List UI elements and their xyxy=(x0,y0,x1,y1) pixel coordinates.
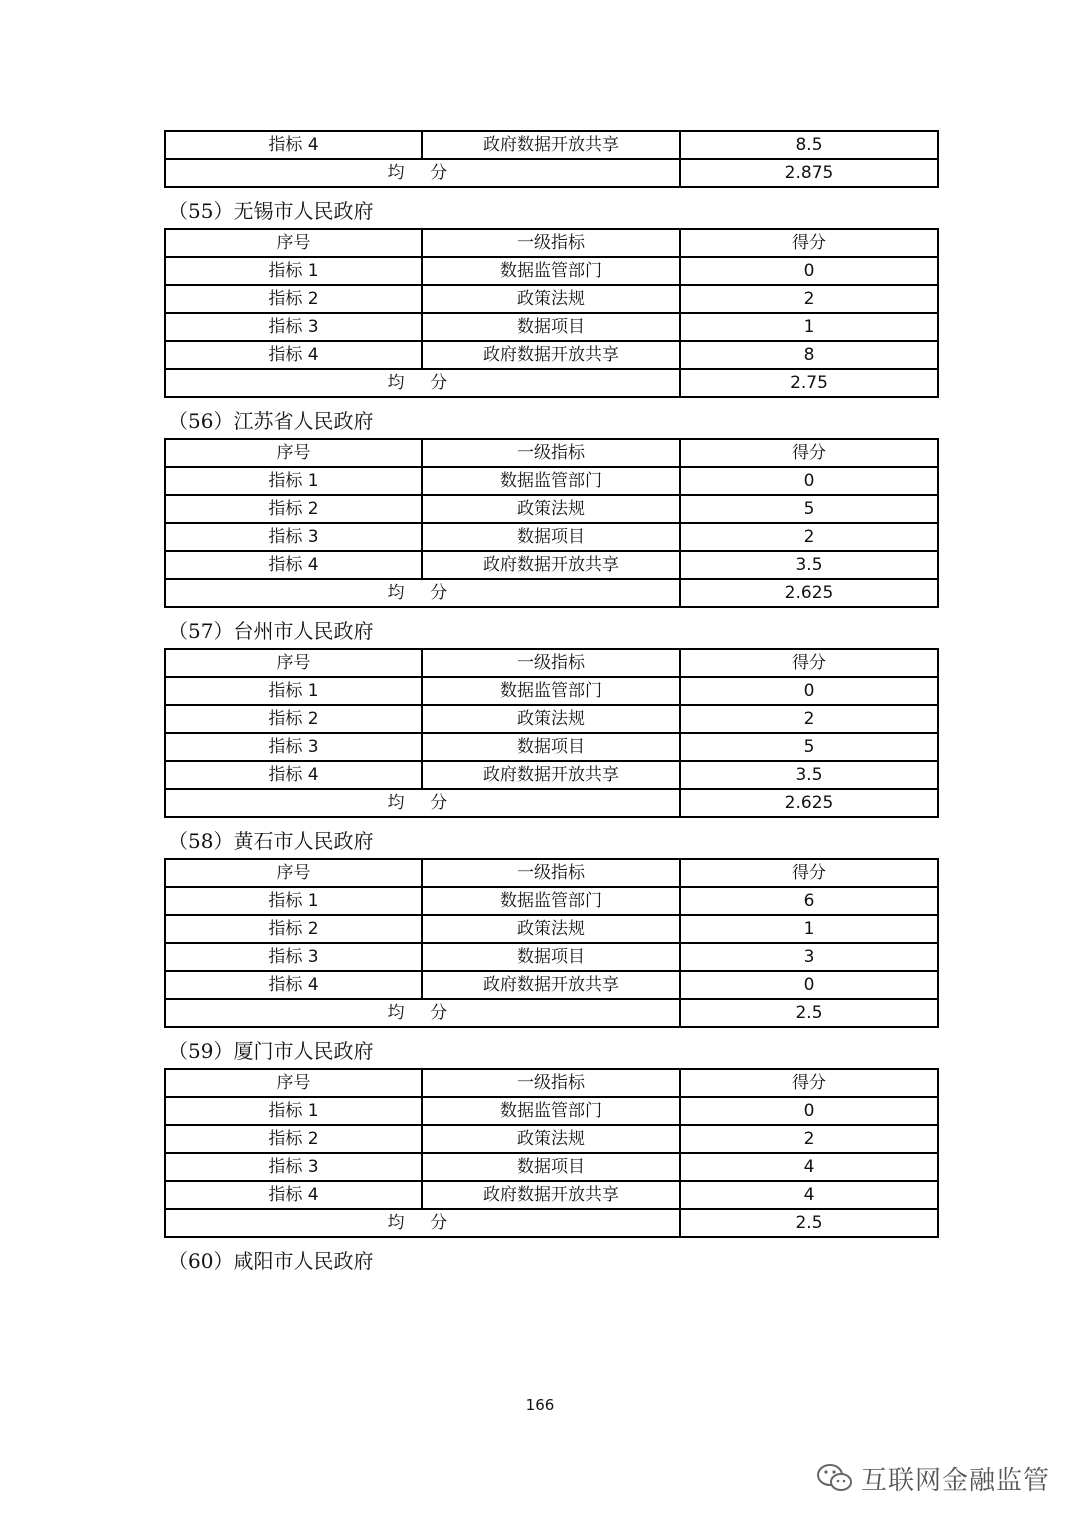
row-index: 指标 2 xyxy=(165,705,422,733)
row-index: 指标 4 xyxy=(165,1181,422,1209)
average-row xyxy=(165,999,938,1027)
section-heading: （59）厦门市人民政府 xyxy=(168,1039,374,1063)
average-score: 2.75 xyxy=(680,369,938,397)
table-header-row xyxy=(165,1069,938,1097)
table-row xyxy=(165,285,938,313)
row-score: 3.5 xyxy=(680,551,938,579)
row-indicator: 政策法规 xyxy=(422,705,680,733)
row-index: 指标 2 xyxy=(165,1125,422,1153)
average-label: 均 分 xyxy=(165,789,680,817)
row-index: 指标 1 xyxy=(165,1097,422,1125)
table-row xyxy=(165,887,938,915)
row-score: 0 xyxy=(680,971,938,999)
average-label: 均 分 xyxy=(165,369,680,397)
table-row xyxy=(165,677,938,705)
average-label: 均 分 xyxy=(165,579,680,607)
table-row xyxy=(165,705,938,733)
row-index: 指标 3 xyxy=(165,943,422,971)
average-score: 2.625 xyxy=(680,789,938,817)
header-index: 序号 xyxy=(165,1069,422,1097)
row-score: 4 xyxy=(680,1153,938,1181)
row-indicator: 数据项目 xyxy=(422,733,680,761)
row-index: 指标 4 xyxy=(165,971,422,999)
row-score: 5 xyxy=(680,733,938,761)
row-indicator: 政府数据开放共享 xyxy=(422,341,680,369)
header-indicator: 一级指标 xyxy=(422,859,680,887)
average-row xyxy=(165,369,938,397)
row-score: 0 xyxy=(680,677,938,705)
score-table-fragment xyxy=(164,130,939,188)
document-body xyxy=(164,130,937,1278)
average-row xyxy=(165,789,938,817)
row-indicator: 数据监管部门 xyxy=(422,887,680,915)
section-heading: （55）无锡市人民政府 xyxy=(168,199,374,223)
row-index: 指标 2 xyxy=(165,285,422,313)
row-score: 2 xyxy=(680,523,938,551)
section-heading: （57）台州市人民政府 xyxy=(168,619,374,643)
average-row xyxy=(165,1209,938,1237)
table-row xyxy=(165,523,938,551)
watermark xyxy=(815,1458,1060,1498)
table-header-row xyxy=(165,229,938,257)
row-score: 3.5 xyxy=(680,761,938,789)
row-score: 2 xyxy=(680,1125,938,1153)
table-row xyxy=(165,1125,938,1153)
average-row xyxy=(165,159,938,187)
header-index: 序号 xyxy=(165,439,422,467)
average-label: 均 分 xyxy=(165,159,680,187)
table-row xyxy=(165,257,938,285)
row-indicator: 数据项目 xyxy=(422,943,680,971)
table-row xyxy=(165,551,938,579)
table-row xyxy=(165,341,938,369)
row-index: 指标 3 xyxy=(165,733,422,761)
row-score: 1 xyxy=(680,915,938,943)
section-heading: （56）江苏省人民政府 xyxy=(168,409,374,433)
row-indicator: 政府数据开放共享 xyxy=(422,1181,680,1209)
row-index: 指标 1 xyxy=(165,887,422,915)
table-header-row xyxy=(165,649,938,677)
row-index: 指标 2 xyxy=(165,495,422,523)
table-row xyxy=(165,467,938,495)
average-score: 2.875 xyxy=(680,159,938,187)
row-indicator: 数据项目 xyxy=(422,1153,680,1181)
row-score: 0 xyxy=(680,1097,938,1125)
row-index: 指标 2 xyxy=(165,915,422,943)
header-index: 序号 xyxy=(165,229,422,257)
header-indicator: 一级指标 xyxy=(422,649,680,677)
header-indicator: 一级指标 xyxy=(422,229,680,257)
row-score: 0 xyxy=(680,257,938,285)
row-index: 指标 3 xyxy=(165,313,422,341)
row-score: 3 xyxy=(680,943,938,971)
row-score: 2 xyxy=(680,285,938,313)
average-score: 2.625 xyxy=(680,579,938,607)
row-score: 8.5 xyxy=(680,131,938,159)
header-indicator: 一级指标 xyxy=(422,1069,680,1097)
table-header-row xyxy=(165,859,938,887)
row-index: 指标 1 xyxy=(165,677,422,705)
row-indicator: 政府数据开放共享 xyxy=(422,131,680,159)
row-score: 1 xyxy=(680,313,938,341)
section-heading: （58）黄石市人民政府 xyxy=(168,829,374,853)
row-index: 指标 3 xyxy=(165,1153,422,1181)
row-index: 指标 1 xyxy=(165,257,422,285)
row-score: 0 xyxy=(680,467,938,495)
row-score: 8 xyxy=(680,341,938,369)
row-score: 4 xyxy=(680,1181,938,1209)
table-row xyxy=(165,1153,938,1181)
row-indicator: 数据监管部门 xyxy=(422,467,680,495)
row-score: 2 xyxy=(680,705,938,733)
table-row xyxy=(165,1097,938,1125)
header-score: 得分 xyxy=(680,1069,938,1097)
row-index: 指标 4 xyxy=(165,551,422,579)
score-table xyxy=(164,648,939,818)
row-indicator: 数据项目 xyxy=(422,313,680,341)
average-label: 均 分 xyxy=(165,1209,680,1237)
row-indicator: 数据项目 xyxy=(422,523,680,551)
wechat-icon xyxy=(815,1462,855,1494)
row-indicator: 政府数据开放共享 xyxy=(422,761,680,789)
header-indicator: 一级指标 xyxy=(422,439,680,467)
row-indicator: 数据监管部门 xyxy=(422,677,680,705)
score-table xyxy=(164,858,939,1028)
score-table xyxy=(164,1068,939,1238)
header-score: 得分 xyxy=(680,649,938,677)
row-index: 指标 4 xyxy=(165,341,422,369)
table-row xyxy=(165,495,938,523)
section-heading: （60）咸阳市人民政府 xyxy=(168,1249,374,1273)
row-indicator: 政策法规 xyxy=(422,285,680,313)
average-label: 均 分 xyxy=(165,999,680,1027)
average-score: 2.5 xyxy=(680,1209,938,1237)
row-index: 指标 1 xyxy=(165,467,422,495)
header-score: 得分 xyxy=(680,439,938,467)
header-index: 序号 xyxy=(165,649,422,677)
row-score: 5 xyxy=(680,495,938,523)
score-table xyxy=(164,438,939,608)
row-indicator: 政府数据开放共享 xyxy=(422,551,680,579)
header-score: 得分 xyxy=(680,229,938,257)
row-indicator: 政策法规 xyxy=(422,495,680,523)
table-row xyxy=(165,1181,938,1209)
header-score: 得分 xyxy=(680,859,938,887)
row-index: 指标 4 xyxy=(165,131,422,159)
table-row xyxy=(165,761,938,789)
row-score: 6 xyxy=(680,887,938,915)
table-row xyxy=(165,971,938,999)
table-row xyxy=(165,915,938,943)
average-row xyxy=(165,579,938,607)
row-indicator: 政府数据开放共享 xyxy=(422,971,680,999)
table-row xyxy=(165,131,938,159)
score-table xyxy=(164,228,939,398)
watermark-text: 互联网金融监管 xyxy=(861,1465,1051,1496)
row-indicator: 数据监管部门 xyxy=(422,257,680,285)
page-number: 166 xyxy=(525,1396,555,1414)
table-header-row xyxy=(165,439,938,467)
row-indicator: 政策法规 xyxy=(422,915,680,943)
row-index: 指标 3 xyxy=(165,523,422,551)
row-index: 指标 4 xyxy=(165,761,422,789)
average-score: 2.5 xyxy=(680,999,938,1027)
row-indicator: 数据监管部门 xyxy=(422,1097,680,1125)
table-row xyxy=(165,313,938,341)
header-index: 序号 xyxy=(165,859,422,887)
row-indicator: 政策法规 xyxy=(422,1125,680,1153)
table-row xyxy=(165,733,938,761)
table-row xyxy=(165,943,938,971)
